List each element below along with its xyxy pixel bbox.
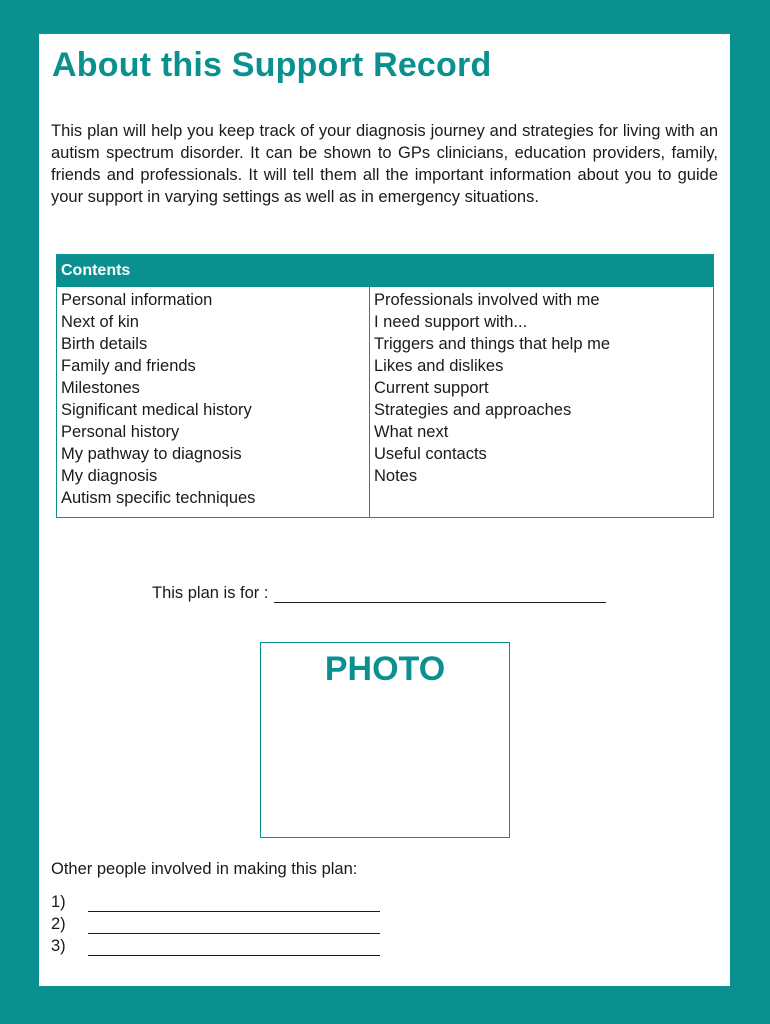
list-item xyxy=(51,934,380,956)
contents-item: I need support with... xyxy=(374,313,528,331)
contents-item: Current support xyxy=(374,379,489,397)
contents-right-column xyxy=(370,287,713,517)
list-item xyxy=(51,890,380,912)
plan-for-row xyxy=(152,584,606,603)
plan-for-blank-field[interactable] xyxy=(274,584,606,603)
intro-paragraph: This plan will help you keep track of your diagnosis journey and strategies for living with an autism spectrum disorder. It can be shown to GPs clinicians, education providers, family, friends and professionals. It will tell them all the important information about you to guide your support in varying settings as well as in emergency situations. xyxy=(51,122,718,206)
contents-item: Family and friends xyxy=(61,357,196,375)
contents-item: Notes xyxy=(374,467,418,485)
blank-field[interactable] xyxy=(88,895,380,912)
list-number: 2) xyxy=(51,915,66,933)
blank-field[interactable] xyxy=(88,939,380,956)
photo-placeholder[interactable] xyxy=(260,642,510,838)
contents-item: My diagnosis xyxy=(61,467,158,485)
contents-item: What next xyxy=(374,423,449,441)
other-people-list xyxy=(51,890,380,956)
contents-item: Milestones xyxy=(61,379,140,397)
contents-table xyxy=(56,254,714,518)
contents-item: Professionals involved with me xyxy=(374,291,600,309)
other-people-label: Other people involved in making this plan: xyxy=(51,860,358,878)
photo-label: PHOTO xyxy=(324,650,446,688)
contents-header: Contents xyxy=(57,255,713,287)
document-page xyxy=(39,34,730,986)
contents-item: Likes and dislikes xyxy=(374,357,504,375)
contents-item: Personal information xyxy=(61,291,213,309)
contents-item: Autism specific techniques xyxy=(61,489,256,507)
list-item xyxy=(51,912,380,934)
contents-item: Birth details xyxy=(61,335,148,353)
contents-left-column xyxy=(57,287,370,517)
blank-field[interactable] xyxy=(88,917,380,934)
page-title: About this Support Record xyxy=(52,46,492,84)
contents-item: Personal history xyxy=(61,423,180,441)
plan-for-label: This plan is for : xyxy=(152,584,269,602)
contents-item: Triggers and things that help me xyxy=(374,335,611,353)
contents-item: My pathway to diagnosis xyxy=(61,445,242,463)
list-number: 1) xyxy=(51,893,66,911)
contents-item: Next of kin xyxy=(61,313,139,331)
contents-item: Useful contacts xyxy=(374,445,487,463)
contents-item: Significant medical history xyxy=(61,401,252,419)
list-number: 3) xyxy=(51,937,66,955)
contents-item: Strategies and approaches xyxy=(374,401,572,419)
